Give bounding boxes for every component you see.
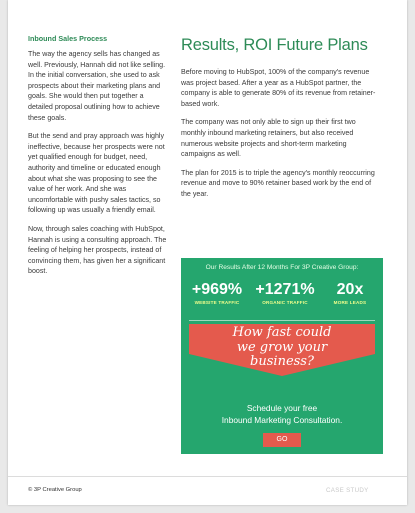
cta-text bbox=[181, 403, 383, 426]
banner-line: business? bbox=[250, 354, 314, 369]
section-title: Inbound Sales Process bbox=[28, 34, 108, 43]
document-page bbox=[8, 0, 407, 505]
divider bbox=[189, 320, 375, 321]
banner-line: How fast could bbox=[232, 325, 332, 340]
footer-copyright: © 3P Creative Group bbox=[28, 487, 82, 493]
stat-value: +1271% bbox=[255, 281, 315, 298]
cta-line: Inbound Marketing Consultation. bbox=[221, 414, 343, 425]
stat-value: 20x bbox=[336, 281, 364, 298]
cta-line: Schedule your free bbox=[246, 403, 318, 413]
paragraph: Before moving to HubSpot, 100% of the company's revenue was project based. After a year as a HubSpot partner, the company is able to generate 80% of its revenue from retainer-based work. bbox=[181, 68, 376, 108]
promo-box bbox=[181, 258, 383, 454]
stat-label: WEBSITE TRAFFIC bbox=[194, 300, 240, 305]
paragraph: The plan for 2015 is to triple the agency's monthly reoccurring revenue and move to 90% retainer based work by the end of the year. bbox=[181, 168, 375, 198]
stat-label: ORGANIC TRAFFIC bbox=[262, 300, 308, 305]
paragraph: Now, through sales coaching with HubSpot, Hannah is using a consulting approach. The feeling of helping her prospects, instead of convincing them, has given her a significant boost. bbox=[28, 224, 167, 276]
promo-header: Our Results After 12 Months For 3P Creative Group: bbox=[205, 264, 359, 271]
paragraph: The way the agency sells has changed as well. Previously, Hannah did not like selling. In the initial conversation, she used to ask prospects about their marketing plans and goals. She would then put together a detailed proposal outlining how to achieve these goals. bbox=[28, 50, 166, 122]
footer-doc-type: CASE STUDY bbox=[326, 487, 369, 494]
stat-label: MORE LEADS bbox=[333, 300, 367, 305]
page-heading: Results, ROI Future Plans bbox=[181, 36, 368, 54]
banner-text bbox=[189, 326, 375, 370]
stat-organic-traffic bbox=[251, 281, 319, 305]
right-column bbox=[181, 34, 381, 208]
paragraph: The company was not only able to sign up their first two monthly inbound marketing retainers, but also received numerous website projects and short-term marketing campaigns as well. bbox=[181, 118, 356, 159]
footer-divider bbox=[8, 476, 407, 477]
left-column bbox=[28, 34, 168, 285]
stat-value: +969% bbox=[191, 281, 243, 298]
go-button[interactable]: GO bbox=[263, 433, 301, 447]
banner-line: we grow your bbox=[236, 339, 328, 355]
stat-website-traffic bbox=[185, 281, 249, 305]
stat-more-leads bbox=[321, 281, 379, 305]
paragraph: But the send and pray approach was highly ineffective, because her prospects were not yet qualified enough for budget, need, authority and timeline or educated enough about what she was proposing to see the value of her work. And she was uncomfortable with pushy sales tactics, so following up was usually a friendly email. bbox=[28, 132, 165, 215]
